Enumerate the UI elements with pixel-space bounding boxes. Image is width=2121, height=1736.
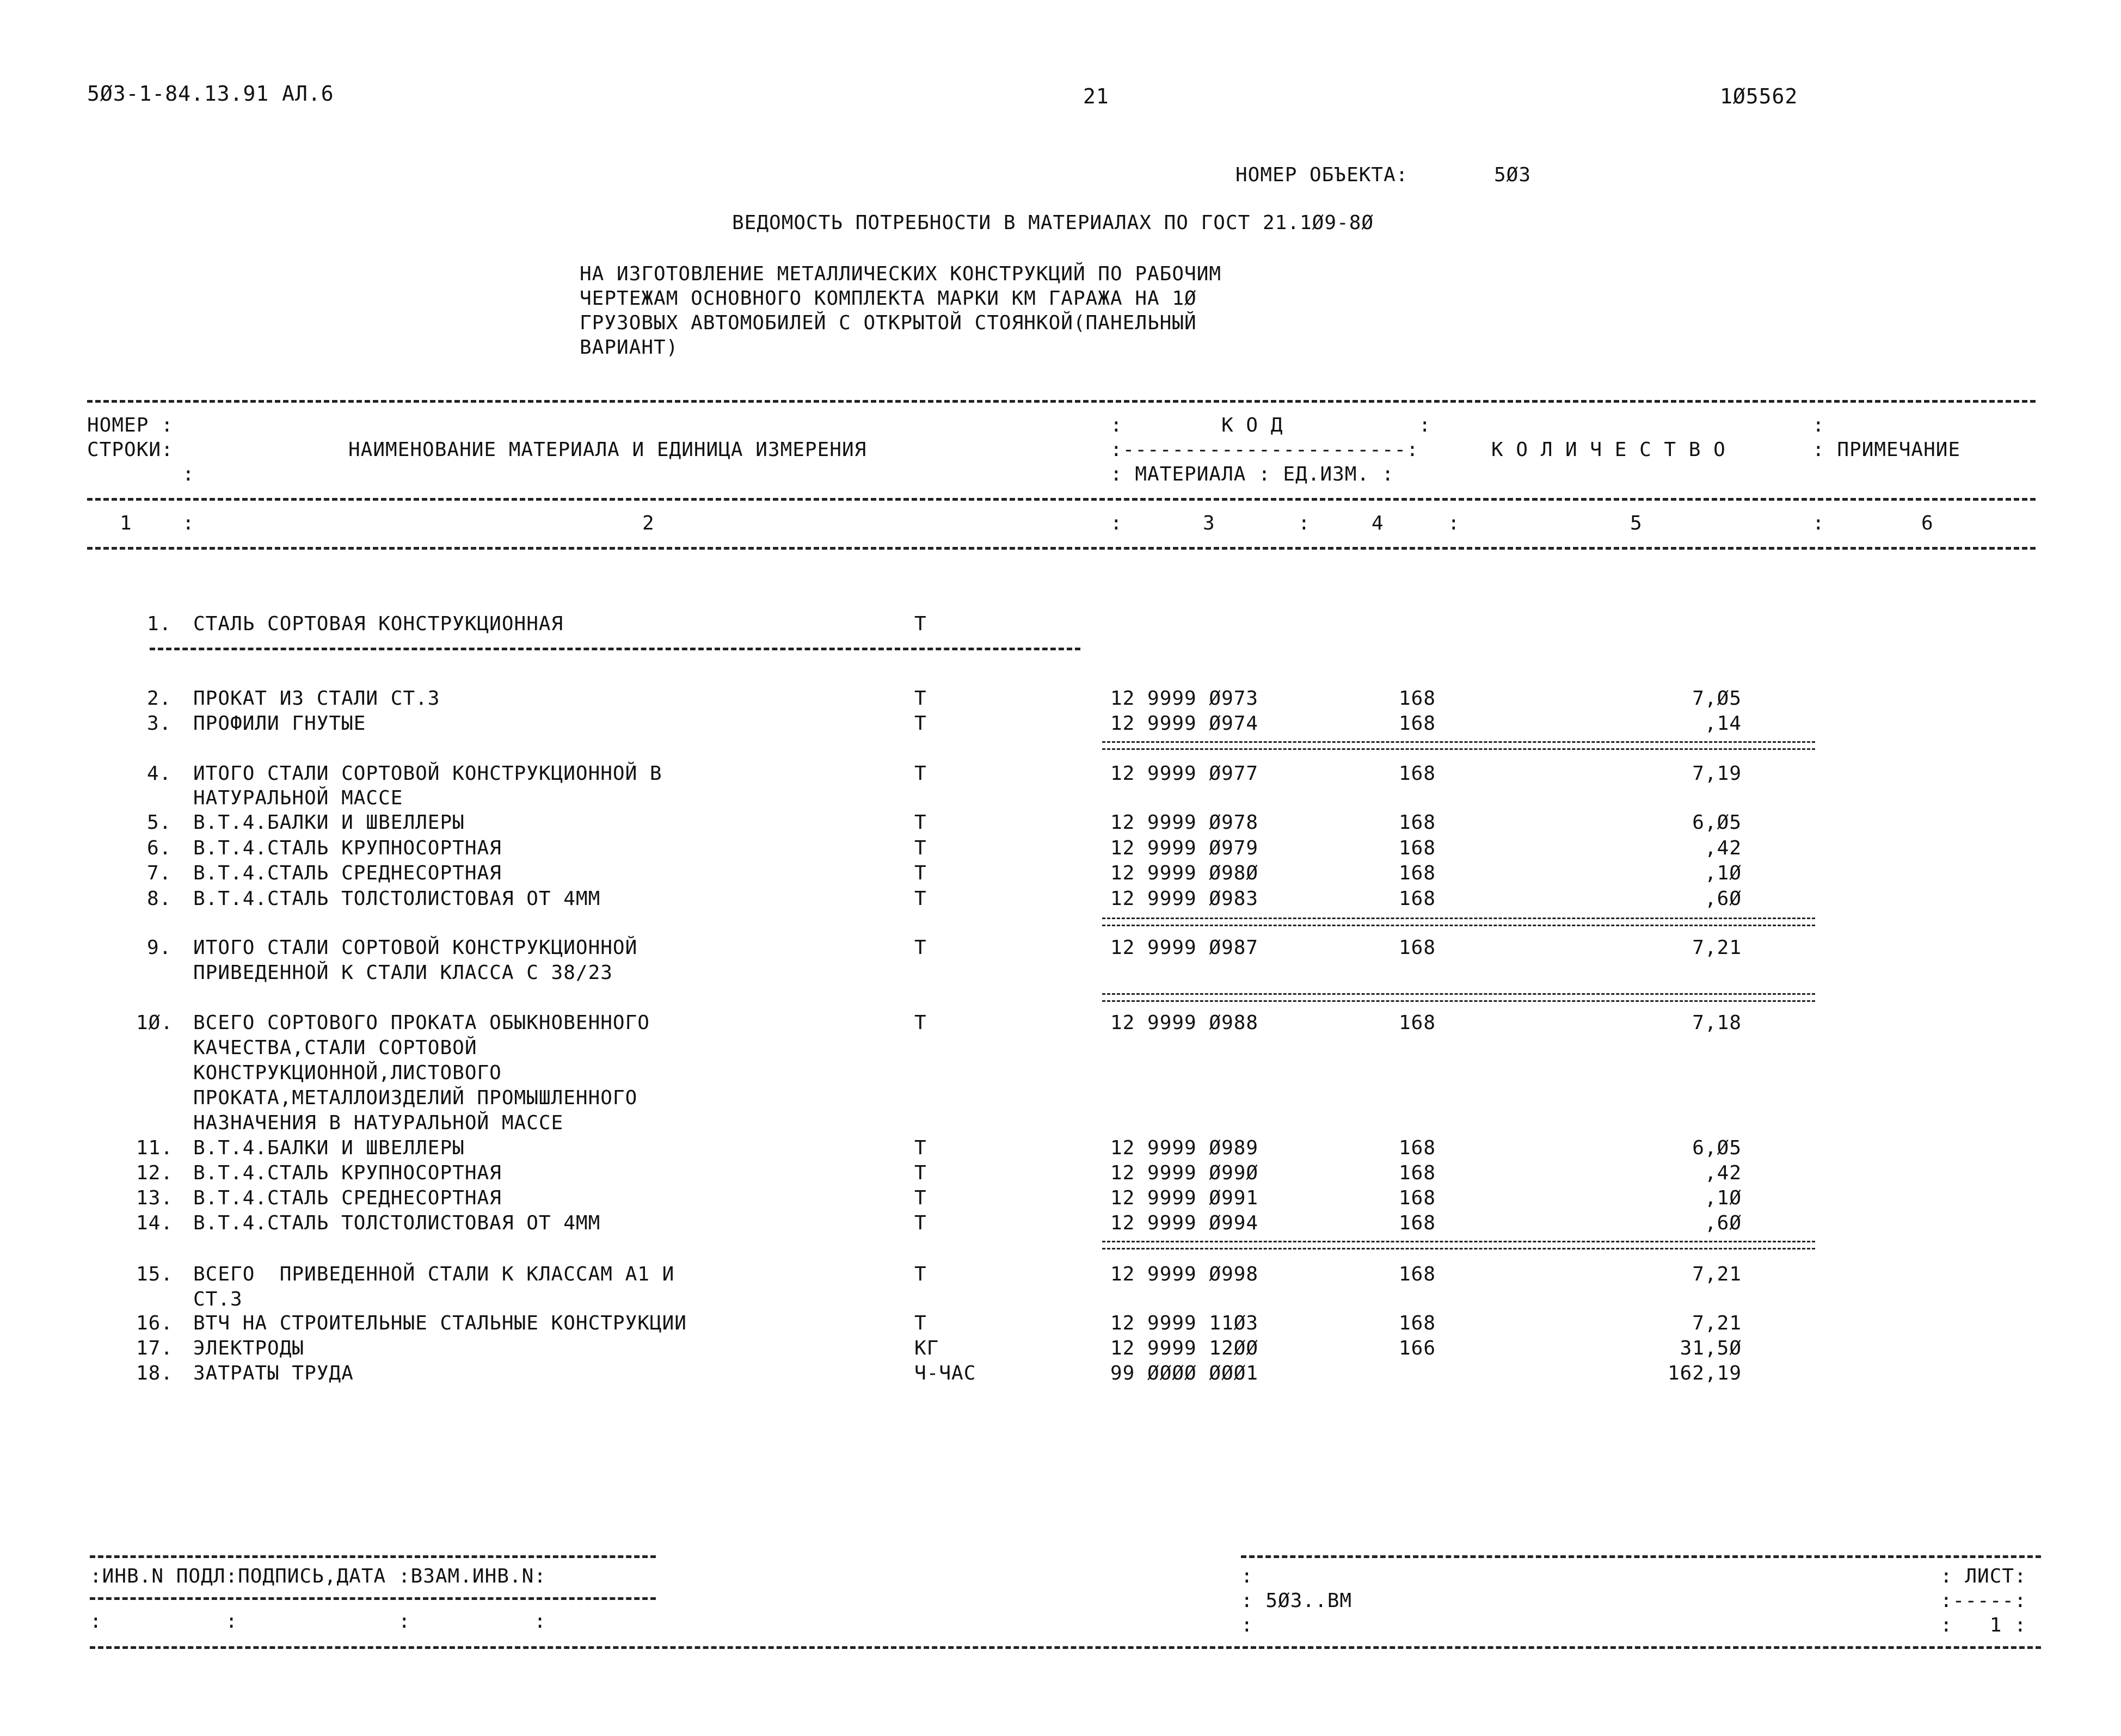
row-material-name: В.Т.4.СТАЛЬ КРУПНОСОРТНАЯ: [193, 1162, 502, 1184]
row-unit-code: 168: [1399, 1137, 1436, 1159]
subtitle-line: ВАРИАНТ): [580, 336, 679, 359]
total-separator: [1102, 741, 1815, 750]
row-material-name: СТАЛЬ СОРТОВАЯ КОНСТРУКЦИОННАЯ: [193, 613, 564, 635]
header-material-name: НАИМЕНОВАНИЕ МАТЕРИАЛА И ЕДИНИЦА ИЗМЕРЕНИЯ: [348, 439, 867, 461]
header-bottom-rule: [87, 547, 2036, 550]
row-unit-code: 168: [1399, 1312, 1436, 1334]
row-number: 18.: [136, 1362, 174, 1384]
row-material-name-cont: ПРИВЕДЕННОЙ К СТАЛИ КЛАССА С 38/23: [193, 962, 613, 984]
row-unit-code: 168: [1399, 687, 1436, 710]
section-divider: [150, 648, 1080, 650]
row-material-name: ВСЕГО СОРТОВОГО ПРОКАТА ОБЫКНОВЕННОГО: [193, 1012, 650, 1034]
row-material-name: ВТЧ НА СТРОИТЕЛЬНЫЕ СТАЛЬНЫЕ КОНСТРУКЦИИ: [193, 1312, 687, 1334]
row-unit: Т: [914, 1187, 927, 1209]
header-row-number-line1: НОМЕР :: [87, 414, 174, 436]
row-material-name: В.Т.4.СТАЛЬ СРЕДНЕСОРТНАЯ: [193, 862, 502, 884]
row-quantity: ,1Ø: [1704, 1187, 1742, 1209]
row-unit: Ч-ЧАС: [914, 1362, 976, 1384]
row-number: 12.: [136, 1162, 174, 1184]
header-code-line3: : МАТЕРИАЛА : ЕД.ИЗМ. :: [1110, 463, 1394, 485]
total-separator: [1102, 1241, 1815, 1249]
column-separator: :: [1448, 512, 1460, 534]
row-unit: Т: [914, 937, 927, 959]
stamp-cells: : : : :: [90, 1610, 546, 1633]
column-separator: :: [1110, 512, 1123, 534]
row-material-name: ИТОГО СТАЛИ СОРТОВОЙ КОНСТРУКЦИОННОЙ: [193, 937, 638, 959]
row-unit: Т: [914, 712, 927, 735]
row-material-name: ЭЛЕКТРОДЫ: [193, 1337, 305, 1359]
subtitle-line: ГРУЗОВЫХ АВТОМОБИЛЕЙ С ОТКРЫТОЙ СТОЯНКОЙ(ПАНЕЛЬНЫЙ: [580, 312, 1197, 334]
row-unit-code: 168: [1399, 762, 1436, 785]
row-material-code: 12 9999 Ø989: [1110, 1137, 1259, 1159]
row-number: 2.: [147, 687, 172, 710]
header-row-number-line2: СТРОКИ:: [87, 439, 174, 461]
stamp-rule: [90, 1597, 656, 1600]
column-number-4: 4: [1372, 512, 1384, 534]
row-unit: Т: [914, 762, 927, 785]
row-quantity: 162,19: [1667, 1362, 1742, 1384]
column-separator: :: [1812, 512, 1825, 534]
title-block-code: : 5Ø3..ВМ: [1241, 1590, 1352, 1612]
row-material-code: 99 ØØØØ ØØØ1: [1110, 1362, 1259, 1384]
row-material-name-cont: НАЗНАЧЕНИЯ В НАТУРАЛЬНОЙ МАССЕ: [193, 1112, 564, 1134]
row-quantity: 7,19: [1692, 762, 1742, 785]
row-number: 17.: [136, 1337, 174, 1359]
row-quantity: 7,21: [1692, 1312, 1742, 1334]
row-number: 8.: [147, 888, 172, 910]
row-number: 16.: [136, 1312, 174, 1334]
row-unit-code: 168: [1399, 1187, 1436, 1209]
row-quantity: 7,18: [1692, 1012, 1742, 1034]
row-quantity: 6,Ø5: [1692, 811, 1742, 834]
row-material-code: 12 9999 Ø987: [1110, 937, 1259, 959]
row-material-code: 12 9999 Ø973: [1110, 687, 1259, 710]
total-separator: [1102, 993, 1815, 1002]
page-number: 21: [1083, 84, 1109, 108]
row-number: 4.: [147, 762, 172, 785]
row-unit-code: 168: [1399, 811, 1436, 834]
header-code-line2: :-----------------------:: [1110, 439, 1419, 461]
row-material-code: 12 9999 Ø983: [1110, 888, 1259, 910]
row-unit: Т: [914, 1263, 927, 1285]
column-number-6: 6: [1921, 512, 1934, 534]
stamp-rule: [90, 1555, 656, 1558]
row-unit-code: 166: [1399, 1337, 1436, 1359]
row-material-name-cont: КАЧЕСТВА,СТАЛИ СОРТОВОЙ: [193, 1037, 477, 1059]
footer-bottom-rule: [90, 1646, 2041, 1649]
row-unit: Т: [914, 1012, 927, 1034]
header-mid-rule: [87, 498, 2036, 501]
row-material-name: В.Т.4.СТАЛЬ КРУПНОСОРТНАЯ: [193, 837, 502, 859]
row-unit-code: 168: [1399, 1263, 1436, 1285]
row-unit: Т: [914, 862, 927, 884]
row-unit: Т: [914, 1137, 927, 1159]
row-material-name: В.Т.4.СТАЛЬ ТОЛСТОЛИСТОВАЯ ОТ 4ММ: [193, 1212, 601, 1234]
row-unit-code: 168: [1399, 1012, 1436, 1034]
row-material-name: ИТОГО СТАЛИ СОРТОВОЙ КОНСТРУКЦИОННОЙ В: [193, 762, 662, 785]
row-material-code: 12 9999 Ø998: [1110, 1263, 1259, 1285]
sheet-separator: :-----:: [1940, 1590, 2027, 1612]
row-material-name: ВСЕГО ПРИВЕДЕННОЙ СТАЛИ К КЛАССАМ А1 И: [193, 1263, 675, 1285]
row-unit-code: 168: [1399, 862, 1436, 884]
row-number: 15.: [136, 1263, 174, 1285]
row-unit: Т: [914, 888, 927, 910]
row-material-code: 12 9999 Ø994: [1110, 1212, 1259, 1234]
row-material-name: В.Т.4.СТАЛЬ ТОЛСТОЛИСТОВАЯ ОТ 4ММ: [193, 888, 601, 910]
row-unit: Т: [914, 1162, 927, 1184]
row-quantity: ,14: [1704, 712, 1742, 735]
row-unit: Т: [914, 1212, 927, 1234]
row-material-name-cont: НАТУРАЛЬНОЙ МАССЕ: [193, 787, 403, 809]
row-quantity: ,1Ø: [1704, 862, 1742, 884]
document-code: 5Ø3-1-84.13.91 АЛ.6: [87, 82, 334, 106]
row-unit-code: 168: [1399, 837, 1436, 859]
row-material-name-cont: КОНСТРУКЦИОННОЙ,ЛИСТОВОГО: [193, 1062, 502, 1084]
row-material-code: 12 9999 Ø98Ø: [1110, 862, 1259, 884]
row-number: 5.: [147, 811, 172, 834]
row-unit-code: 168: [1399, 1212, 1436, 1234]
header-quantity: К О Л И Ч Е С Т В О: [1491, 439, 1726, 461]
row-quantity: 7,21: [1692, 937, 1742, 959]
row-unit: Т: [914, 687, 927, 710]
stamp-header: :ИНВ.N ПОДЛ:ПОДПИСЬ,ДАТА :ВЗАМ.ИНВ.N:: [90, 1565, 546, 1587]
row-unit: Т: [914, 1312, 927, 1334]
sheet-number: : 1 :: [1940, 1614, 2027, 1636]
row-number: 1.: [147, 613, 172, 635]
column-separator: :: [182, 512, 195, 534]
row-material-code: 12 9999 11Ø3: [1110, 1312, 1259, 1334]
row-material-code: 12 9999 Ø974: [1110, 712, 1259, 735]
row-unit: Т: [914, 837, 927, 859]
document-number: 1Ø5562: [1720, 84, 1798, 108]
row-number: 3.: [147, 712, 172, 735]
row-quantity: 7,Ø5: [1692, 687, 1742, 710]
row-number: 6.: [147, 837, 172, 859]
row-quantity: ,6Ø: [1704, 888, 1742, 910]
column-number-5: 5: [1630, 512, 1643, 534]
row-number: 1Ø.: [136, 1012, 174, 1034]
column-number-3: 3: [1203, 512, 1215, 534]
row-material-code: 12 9999 12ØØ: [1110, 1337, 1259, 1359]
row-number: 11.: [136, 1137, 174, 1159]
row-number: 7.: [147, 862, 172, 884]
row-unit: КГ: [914, 1337, 939, 1359]
row-unit-code: 168: [1399, 888, 1436, 910]
row-material-name: В.Т.4.БАЛКИ И ШВЕЛЛЕРЫ: [193, 811, 465, 834]
row-quantity: ,42: [1704, 837, 1742, 859]
sheet-label: : ЛИСТ:: [1940, 1565, 2027, 1587]
row-material-code: 12 9999 Ø978: [1110, 811, 1259, 834]
row-material-code: 12 9999 Ø977: [1110, 762, 1259, 785]
title-block-separator: :: [1241, 1614, 1253, 1636]
header-row-number-line3: :: [182, 463, 195, 485]
total-separator: [1102, 918, 1815, 926]
title-block-separator: :: [1241, 1565, 1253, 1587]
subtitle-line: ЧЕРТЕЖАМ ОСНОВНОГО КОМПЛЕКТА МАРКИ КМ ГАРАЖА НА 1Ø: [580, 287, 1197, 310]
row-number: 9.: [147, 937, 172, 959]
row-material-code: 12 9999 Ø99Ø: [1110, 1162, 1259, 1184]
header-note-prefix: :: [1812, 414, 1825, 436]
header-top-rule: [87, 400, 2036, 403]
row-material-name-cont: СТ.3: [193, 1288, 243, 1310]
document-title: ВЕДОМОСТЬ ПОТРЕБНОСТИ В МАТЕРИАЛАХ ПО ГОСТ 21.1Ø9-8Ø: [732, 212, 1374, 234]
row-material-name: В.Т.4.БАЛКИ И ШВЕЛЛЕРЫ: [193, 1137, 465, 1159]
subtitle-line: НА ИЗГОТОВЛЕНИЕ МЕТАЛЛИЧЕСКИХ КОНСТРУКЦИЙ ПО РАБОЧИМ: [580, 263, 1222, 285]
column-separator: :: [1298, 512, 1311, 534]
row-material-name: ЗАТРАТЫ ТРУДА: [193, 1362, 354, 1384]
row-material-name: ПРОКАТ ИЗ СТАЛИ СТ.3: [193, 687, 440, 710]
row-unit-code: 168: [1399, 937, 1436, 959]
row-quantity: 7,21: [1692, 1263, 1742, 1285]
row-material-name: В.Т.4.СТАЛЬ СРЕДНЕСОРТНАЯ: [193, 1187, 502, 1209]
row-number: 13.: [136, 1187, 174, 1209]
row-material-code: 12 9999 Ø988: [1110, 1012, 1259, 1034]
row-material-code: 12 9999 Ø991: [1110, 1187, 1259, 1209]
row-unit: Т: [914, 613, 927, 635]
row-quantity: 31,5Ø: [1680, 1337, 1742, 1359]
row-material-name-cont: ПРОКАТА,МЕТАЛЛОИЗДЕЛИЙ ПРОМЫШЛЕННОГО: [193, 1087, 638, 1109]
row-quantity: ,42: [1704, 1162, 1742, 1184]
header-code-line1: : К О Д :: [1110, 414, 1431, 436]
row-unit-code: 168: [1399, 1162, 1436, 1184]
row-unit: Т: [914, 811, 927, 834]
row-material-code: 12 9999 Ø979: [1110, 837, 1259, 859]
row-number: 14.: [136, 1212, 174, 1234]
header-note: : ПРИМЕЧАНИЕ: [1812, 439, 1961, 461]
row-unit-code: 168: [1399, 712, 1436, 735]
column-number-1: 1: [120, 512, 132, 534]
title-block-rule: [1241, 1555, 2041, 1558]
column-number-2: 2: [642, 512, 655, 534]
object-label: НОМЕР ОБЪЕКТА:: [1235, 164, 1409, 186]
row-material-name: ПРОФИЛИ ГНУТЫЕ: [193, 712, 366, 735]
row-quantity: 6,Ø5: [1692, 1137, 1742, 1159]
object-value: 5Ø3: [1494, 164, 1532, 186]
row-quantity: ,6Ø: [1704, 1212, 1742, 1234]
